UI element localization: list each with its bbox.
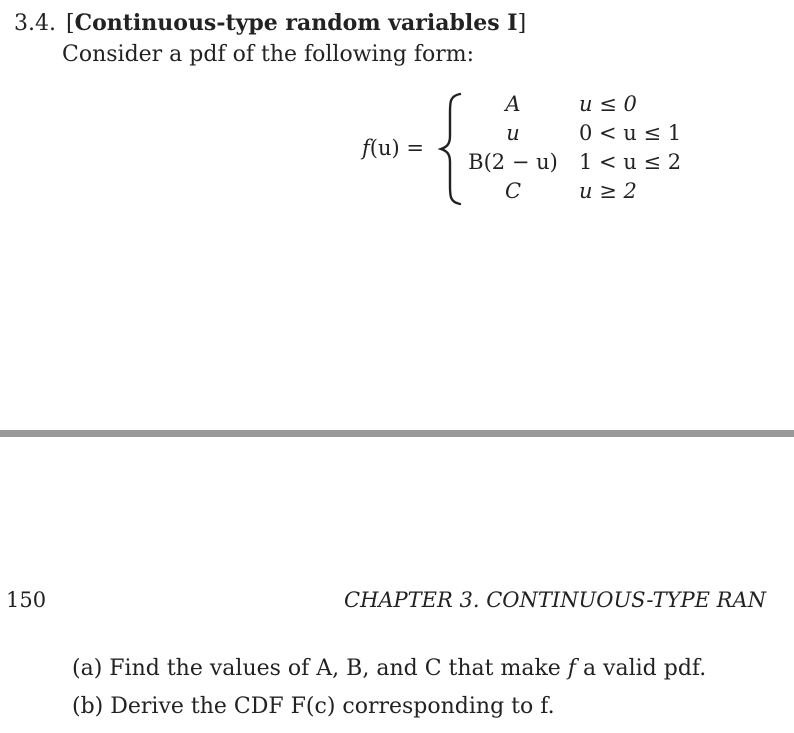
part-a [72, 654, 706, 684]
case-value-2: u [506, 121, 520, 145]
part-a-label: (a) [72, 656, 103, 681]
problem-number: 3.4. [14, 11, 56, 36]
page-number: 150 [6, 588, 47, 612]
part-b [72, 692, 555, 722]
case-condition-4: u ≥ 2 [579, 179, 637, 203]
equation-lhs [362, 134, 424, 162]
part-a-var: f [567, 656, 576, 681]
case-value-3: B(2 − u) [468, 150, 558, 174]
title-bracket-close: ] [517, 11, 527, 36]
case-condition-2: 0 < u ≤ 1 [579, 121, 682, 145]
part-a-text: Find the values of A, B, and C that make [109, 656, 568, 681]
running-header: CHAPTER 3. CONTINUOUS-TYPE RAN [344, 588, 767, 612]
case-value-4: C [504, 179, 522, 203]
problem-heading [14, 8, 526, 39]
title-bracket-open: [ [65, 11, 75, 36]
case-condition-3: 1 < u ≤ 2 [579, 150, 682, 174]
function-argument: (u) = [369, 136, 424, 160]
part-a-text-end: a valid pdf. [575, 656, 707, 681]
part-b-label: (b) [72, 694, 104, 719]
problem-intro: Consider a pdf of the following form: [62, 42, 474, 67]
page-break-divider [0, 430, 794, 437]
function-name: f [362, 136, 370, 160]
problem-title: Continuous-type random variables I [74, 10, 518, 36]
case-condition-1: u ≤ 0 [579, 92, 637, 116]
part-b-text: Derive the CDF F(c) corresponding to f. [110, 694, 555, 719]
case-value-1: A [505, 92, 521, 116]
